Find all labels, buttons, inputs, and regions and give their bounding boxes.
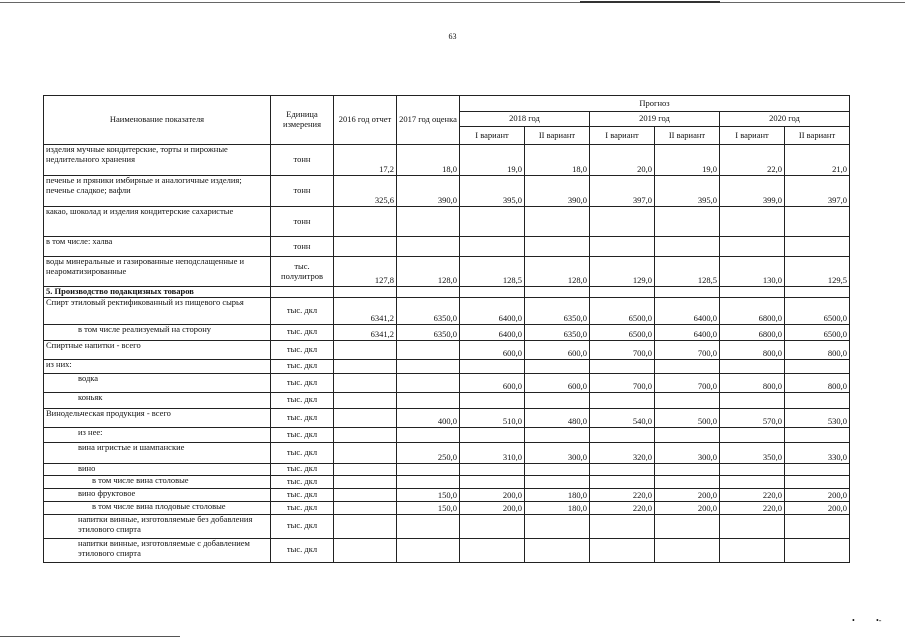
value-cell: [720, 237, 785, 257]
value-cell: 129,0: [590, 257, 655, 287]
row-unit: тыс. дкл: [271, 373, 334, 392]
row-name: вино фруктовое: [44, 488, 271, 501]
table-row: [44, 237, 850, 257]
row-name: воды минеральные и газированные неподслащенные и неароматизированные: [44, 257, 271, 287]
table-body: [44, 145, 850, 563]
value-cell: 700,0: [590, 340, 655, 359]
value-cell: 20,0: [590, 145, 655, 176]
row-name: из них:: [44, 359, 271, 373]
value-cell: [334, 475, 397, 488]
value-cell: [334, 501, 397, 514]
value-cell: [334, 463, 397, 475]
value-cell: [785, 475, 850, 488]
value-cell: [525, 237, 590, 257]
value-cell: 128,0: [525, 257, 590, 287]
value-cell: [720, 207, 785, 237]
value-cell: 800,0: [720, 340, 785, 359]
header-2016: 2016 год отчет: [334, 96, 397, 145]
value-cell: 6500,0: [785, 297, 850, 324]
value-cell: 200,0: [460, 488, 525, 501]
value-cell: [590, 237, 655, 257]
value-cell: [460, 427, 525, 442]
row-name: в том числе вина плодовые столовые: [44, 501, 271, 514]
row-name: водка: [44, 373, 271, 392]
table-row: [44, 463, 850, 475]
row-name: вина игристые и шампанские: [44, 442, 271, 463]
value-cell: 129,5: [785, 257, 850, 287]
value-cell: [460, 475, 525, 488]
value-cell: [397, 340, 460, 359]
value-cell: [397, 237, 460, 257]
value-cell: [397, 427, 460, 442]
value-cell: 400,0: [397, 408, 460, 427]
value-cell: 6800,0: [720, 297, 785, 324]
row-unit: тыс. дкл: [271, 488, 334, 501]
value-cell: [785, 392, 850, 408]
value-cell: 399,0: [720, 176, 785, 207]
header-variant: II вариант: [655, 127, 720, 145]
value-cell: [785, 514, 850, 538]
value-cell: [460, 287, 525, 298]
value-cell: [720, 287, 785, 298]
value-cell: [655, 237, 720, 257]
table-row: [44, 514, 850, 538]
value-cell: 6341,2: [334, 324, 397, 340]
value-cell: [720, 392, 785, 408]
value-cell: [334, 488, 397, 501]
value-cell: 320,0: [590, 442, 655, 463]
value-cell: 220,0: [590, 501, 655, 514]
row-unit: тыс. дкл: [271, 538, 334, 562]
value-cell: [655, 538, 720, 562]
value-cell: [460, 359, 525, 373]
row-unit: тыс. дкл: [271, 408, 334, 427]
value-cell: 19,0: [655, 145, 720, 176]
value-cell: 300,0: [525, 442, 590, 463]
table-row: [44, 359, 850, 373]
value-cell: [334, 287, 397, 298]
value-cell: [590, 392, 655, 408]
row-unit: тыс. дкл: [271, 359, 334, 373]
value-cell: [785, 237, 850, 257]
value-cell: [785, 427, 850, 442]
value-cell: [460, 237, 525, 257]
value-cell: [590, 207, 655, 237]
value-cell: [397, 287, 460, 298]
table-row: [44, 145, 850, 176]
value-cell: 700,0: [655, 373, 720, 392]
row-name: в том числе: халва: [44, 237, 271, 257]
value-cell: 220,0: [720, 488, 785, 501]
value-cell: 397,0: [590, 176, 655, 207]
value-cell: 127,8: [334, 257, 397, 287]
value-cell: [525, 475, 590, 488]
value-cell: [397, 359, 460, 373]
value-cell: 18,0: [397, 145, 460, 176]
value-cell: 350,0: [720, 442, 785, 463]
header-name: Наименование показателя: [44, 96, 271, 145]
value-cell: [720, 538, 785, 562]
footer-mark: •: [852, 616, 855, 625]
header-variant: I вариант: [590, 127, 655, 145]
value-cell: 530,0: [785, 408, 850, 427]
value-cell: [655, 463, 720, 475]
value-cell: [525, 207, 590, 237]
value-cell: 390,0: [525, 176, 590, 207]
value-cell: [590, 538, 655, 562]
header-variant: II вариант: [525, 127, 590, 145]
value-cell: 700,0: [590, 373, 655, 392]
row-name: Винодельческая продукция - всего: [44, 408, 271, 427]
value-cell: 395,0: [460, 176, 525, 207]
table-header: [44, 96, 850, 145]
value-cell: 510,0: [460, 408, 525, 427]
value-cell: 6350,0: [397, 297, 460, 324]
value-cell: [720, 514, 785, 538]
value-cell: [334, 340, 397, 359]
value-cell: 800,0: [785, 340, 850, 359]
row-name: Спирт этиловый ректификованный из пищевого сырья: [44, 297, 271, 324]
value-cell: 220,0: [720, 501, 785, 514]
value-cell: [397, 514, 460, 538]
value-cell: 6400,0: [460, 297, 525, 324]
value-cell: 6400,0: [655, 324, 720, 340]
value-cell: [525, 514, 590, 538]
value-cell: [460, 392, 525, 408]
value-cell: [590, 287, 655, 298]
value-cell: 600,0: [525, 340, 590, 359]
value-cell: 800,0: [720, 373, 785, 392]
value-cell: [334, 408, 397, 427]
header-year-2020: 2020 год: [720, 112, 850, 127]
row-unit: [271, 287, 334, 298]
value-cell: [655, 514, 720, 538]
value-cell: [655, 207, 720, 237]
row-name: в том числе реализуемый на сторону: [44, 324, 271, 340]
value-cell: [720, 475, 785, 488]
table-row: [44, 501, 850, 514]
row-name: изделия мучные кондитерские, торты и пирожные недлительного хранения: [44, 145, 271, 176]
row-name: какао, шоколад и изделия кондитерские сахаристые: [44, 207, 271, 237]
value-cell: 17,2: [334, 145, 397, 176]
value-cell: [334, 392, 397, 408]
value-cell: 200,0: [655, 501, 720, 514]
value-cell: [655, 392, 720, 408]
row-name: Спиртные напитки - всего: [44, 340, 271, 359]
value-cell: 21,0: [785, 145, 850, 176]
value-cell: 540,0: [590, 408, 655, 427]
table-row: [44, 324, 850, 340]
value-cell: [655, 427, 720, 442]
row-unit: тыс. дкл: [271, 297, 334, 324]
value-cell: 250,0: [397, 442, 460, 463]
value-cell: 200,0: [655, 488, 720, 501]
value-cell: 6350,0: [397, 324, 460, 340]
table-row: [44, 392, 850, 408]
value-cell: [525, 427, 590, 442]
value-cell: [720, 463, 785, 475]
value-cell: 6341,2: [334, 297, 397, 324]
value-cell: 6400,0: [460, 324, 525, 340]
value-cell: 6400,0: [655, 297, 720, 324]
value-cell: [525, 463, 590, 475]
value-cell: [334, 359, 397, 373]
section-row: [44, 287, 850, 298]
value-cell: 6800,0: [720, 324, 785, 340]
value-cell: 130,0: [720, 257, 785, 287]
table-row: [44, 442, 850, 463]
row-unit: тыс. дкл: [271, 340, 334, 359]
row-name: напитки винные, изготовляемые с добавлением этилового спирта: [44, 538, 271, 562]
row-unit: тыс. дкл: [271, 514, 334, 538]
value-cell: 6500,0: [590, 297, 655, 324]
value-cell: [525, 287, 590, 298]
value-cell: [397, 373, 460, 392]
value-cell: [334, 538, 397, 562]
value-cell: 390,0: [397, 176, 460, 207]
header-2017: 2017 год оценка: [397, 96, 460, 145]
row-unit: тыс. дкл: [271, 392, 334, 408]
value-cell: 6500,0: [785, 324, 850, 340]
value-cell: [334, 373, 397, 392]
table-row: [44, 408, 850, 427]
value-cell: [525, 392, 590, 408]
row-name: коньяк: [44, 392, 271, 408]
row-name: из нее:: [44, 427, 271, 442]
value-cell: [397, 538, 460, 562]
table-row: [44, 475, 850, 488]
value-cell: [397, 475, 460, 488]
row-unit: тыс. дкл: [271, 463, 334, 475]
value-cell: 6350,0: [525, 324, 590, 340]
row-unit: тыс. дкл: [271, 475, 334, 488]
table-row: [44, 538, 850, 562]
value-cell: [334, 237, 397, 257]
value-cell: [590, 475, 655, 488]
value-cell: [334, 442, 397, 463]
table-row: [44, 207, 850, 237]
bottom-border-line: [0, 636, 180, 637]
footer-mark: •-: [876, 616, 882, 625]
value-cell: [460, 538, 525, 562]
row-unit: тонн: [271, 176, 334, 207]
value-cell: 220,0: [590, 488, 655, 501]
row-name: в том числе вина столовые: [44, 475, 271, 488]
value-cell: 150,0: [397, 488, 460, 501]
value-cell: 200,0: [785, 488, 850, 501]
value-cell: 200,0: [785, 501, 850, 514]
header-variant: II вариант: [785, 127, 850, 145]
value-cell: [720, 427, 785, 442]
value-cell: [460, 207, 525, 237]
value-cell: 22,0: [720, 145, 785, 176]
row-unit: тыс. дкл: [271, 427, 334, 442]
row-unit: тыс. дкл: [271, 324, 334, 340]
page-number: 63: [448, 32, 457, 41]
value-cell: [785, 359, 850, 373]
value-cell: 300,0: [655, 442, 720, 463]
value-cell: 310,0: [460, 442, 525, 463]
value-cell: [720, 359, 785, 373]
value-cell: 480,0: [525, 408, 590, 427]
value-cell: 128,5: [655, 257, 720, 287]
value-cell: [334, 427, 397, 442]
table-row: [44, 373, 850, 392]
value-cell: 500,0: [655, 408, 720, 427]
value-cell: 600,0: [525, 373, 590, 392]
value-cell: 600,0: [460, 373, 525, 392]
value-cell: 330,0: [785, 442, 850, 463]
value-cell: [397, 392, 460, 408]
row-unit: тыс. полулитров: [271, 257, 334, 287]
value-cell: 600,0: [460, 340, 525, 359]
row-unit: тонн: [271, 207, 334, 237]
value-cell: [785, 463, 850, 475]
row-unit: тонн: [271, 145, 334, 176]
table-row: [44, 297, 850, 324]
top-border-line: [0, 2, 905, 3]
value-cell: 128,0: [397, 257, 460, 287]
table-row: [44, 340, 850, 359]
value-cell: [590, 463, 655, 475]
header-variant: I вариант: [720, 127, 785, 145]
value-cell: 325,6: [334, 176, 397, 207]
value-cell: 700,0: [655, 340, 720, 359]
header-year-2018: 2018 год: [460, 112, 590, 127]
value-cell: [590, 427, 655, 442]
row-name: вино: [44, 463, 271, 475]
value-cell: [785, 207, 850, 237]
value-cell: [590, 359, 655, 373]
value-cell: 200,0: [460, 501, 525, 514]
value-cell: 18,0: [525, 145, 590, 176]
table-row: [44, 176, 850, 207]
table-row: [44, 427, 850, 442]
value-cell: [460, 514, 525, 538]
value-cell: [334, 514, 397, 538]
value-cell: 800,0: [785, 373, 850, 392]
forecast-table: [43, 95, 850, 563]
top-border-accent: [580, 1, 720, 3]
row-unit: тыс. дкл: [271, 442, 334, 463]
value-cell: [397, 207, 460, 237]
value-cell: [525, 359, 590, 373]
value-cell: [655, 287, 720, 298]
header-variant: I вариант: [460, 127, 525, 145]
table-row: [44, 257, 850, 287]
value-cell: [655, 475, 720, 488]
value-cell: [655, 359, 720, 373]
value-cell: 395,0: [655, 176, 720, 207]
value-cell: [460, 463, 525, 475]
table-row: [44, 488, 850, 501]
value-cell: 570,0: [720, 408, 785, 427]
value-cell: 397,0: [785, 176, 850, 207]
row-unit: тонн: [271, 237, 334, 257]
value-cell: [590, 514, 655, 538]
value-cell: 150,0: [397, 501, 460, 514]
value-cell: [525, 538, 590, 562]
value-cell: 180,0: [525, 501, 590, 514]
value-cell: 128,5: [460, 257, 525, 287]
header-forecast: Прогноз: [460, 96, 850, 112]
value-cell: 19,0: [460, 145, 525, 176]
row-name: напитки винные, изготовляемые без добавления этилового спирта: [44, 514, 271, 538]
value-cell: 6500,0: [590, 324, 655, 340]
value-cell: [397, 463, 460, 475]
section-title: 5. Производство подакцизных товаров: [44, 287, 271, 298]
header-unit: Единица измерения: [271, 96, 334, 145]
row-unit: тыс. дкл: [271, 501, 334, 514]
value-cell: [785, 287, 850, 298]
value-cell: [785, 538, 850, 562]
header-year-2019: 2019 год: [590, 112, 720, 127]
row-name: печенье и пряники имбирные и аналогичные изделия; печенье сладкое; вафли: [44, 176, 271, 207]
value-cell: 180,0: [525, 488, 590, 501]
value-cell: [334, 207, 397, 237]
value-cell: 6350,0: [525, 297, 590, 324]
